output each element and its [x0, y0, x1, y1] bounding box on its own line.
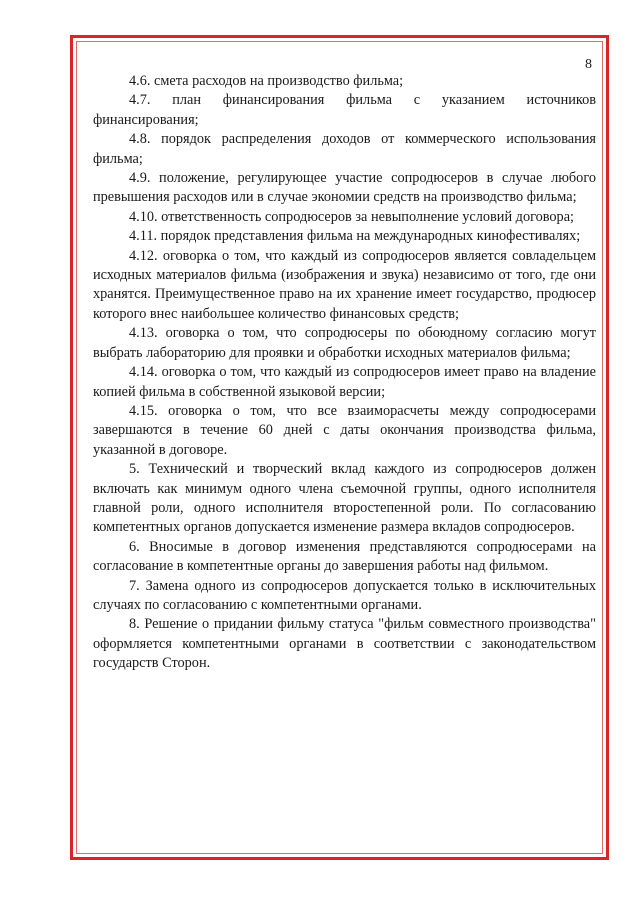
paragraph-4-10: 4.10. ответственность сопродюсеров за невыполнение условий договора; — [129, 208, 575, 225]
paragraph-6: 6. Вносимые в договор изменения представляются сопродюсерами на согласование в компетентные органы до завершения работы над фильмом. — [93, 538, 596, 575]
paragraph-4-6: 4.6. смета расходов на производство фильма; — [129, 73, 404, 89]
paragraph-4-15: 4.15. оговорка о том, что все взаиморасчеты между сопродюсерами завершаются в течение 60 дней с даты окончания производства фильма, указанной в договоре. — [93, 402, 596, 458]
paragraph-4-8: 4.8. порядок распределения доходов от коммерческого использования фильма; — [93, 131, 596, 167]
page-number: 8 — [585, 57, 592, 72]
paragraph-4-13: 4.13. оговорка о том, что сопродюсеры по обоюдному согласию могут выбрать лабораторию для проявки и обработки исходных материалов фильма; — [93, 325, 596, 361]
paragraph-4-14: 4.14. оговорка о том, что каждый из сопродюсеров имеет право на владение копией фильма в собственной языковой версии; — [93, 364, 596, 400]
paragraph-4-11: 4.11. порядок представления фильма на международных кинофестивалях; — [129, 228, 581, 245]
paragraph-4-12: 4.12. оговорка о том, что каждый из сопродюсеров является совладельцем исходных материалов фильма (изображения и звука) независимо от того, где они хранятся. Преимущественное право на их хранение имеет государство, продюсер которого внес наибольшее количество финансовых средств; — [93, 247, 596, 322]
paragraph-7: 7. Замена одного из сопродюсеров допускается только в исключительных случаях по согласованию с компетентными органами. — [93, 577, 596, 613]
paragraph-4-9: 4.9. положение, регулирующее участие сопродюсеров в случае любого превышения расходов или в случае экономии средств на производство фильма; — [93, 170, 596, 206]
document-body — [93, 72, 596, 674]
paragraph-4-7: 4.7. план финансирования фильма с указанием источников финансирования; — [93, 92, 596, 128]
paragraph-8: 8. Решение о придании фильму статуса "фильм совместного производства" оформляется компетентными органами в соответствии с законодательством государств Сторон. — [93, 616, 596, 672]
paragraph-5: 5. Технический и творческий вклад каждого из сопродюсеров должен включать как минимум одного члена съемочной группы, одного исполнителя главной роли, одного исполнителя второстепенной роли. По согласованию компетентных органов допускается изменение размера вкладов сопродюсеров. — [93, 461, 596, 536]
